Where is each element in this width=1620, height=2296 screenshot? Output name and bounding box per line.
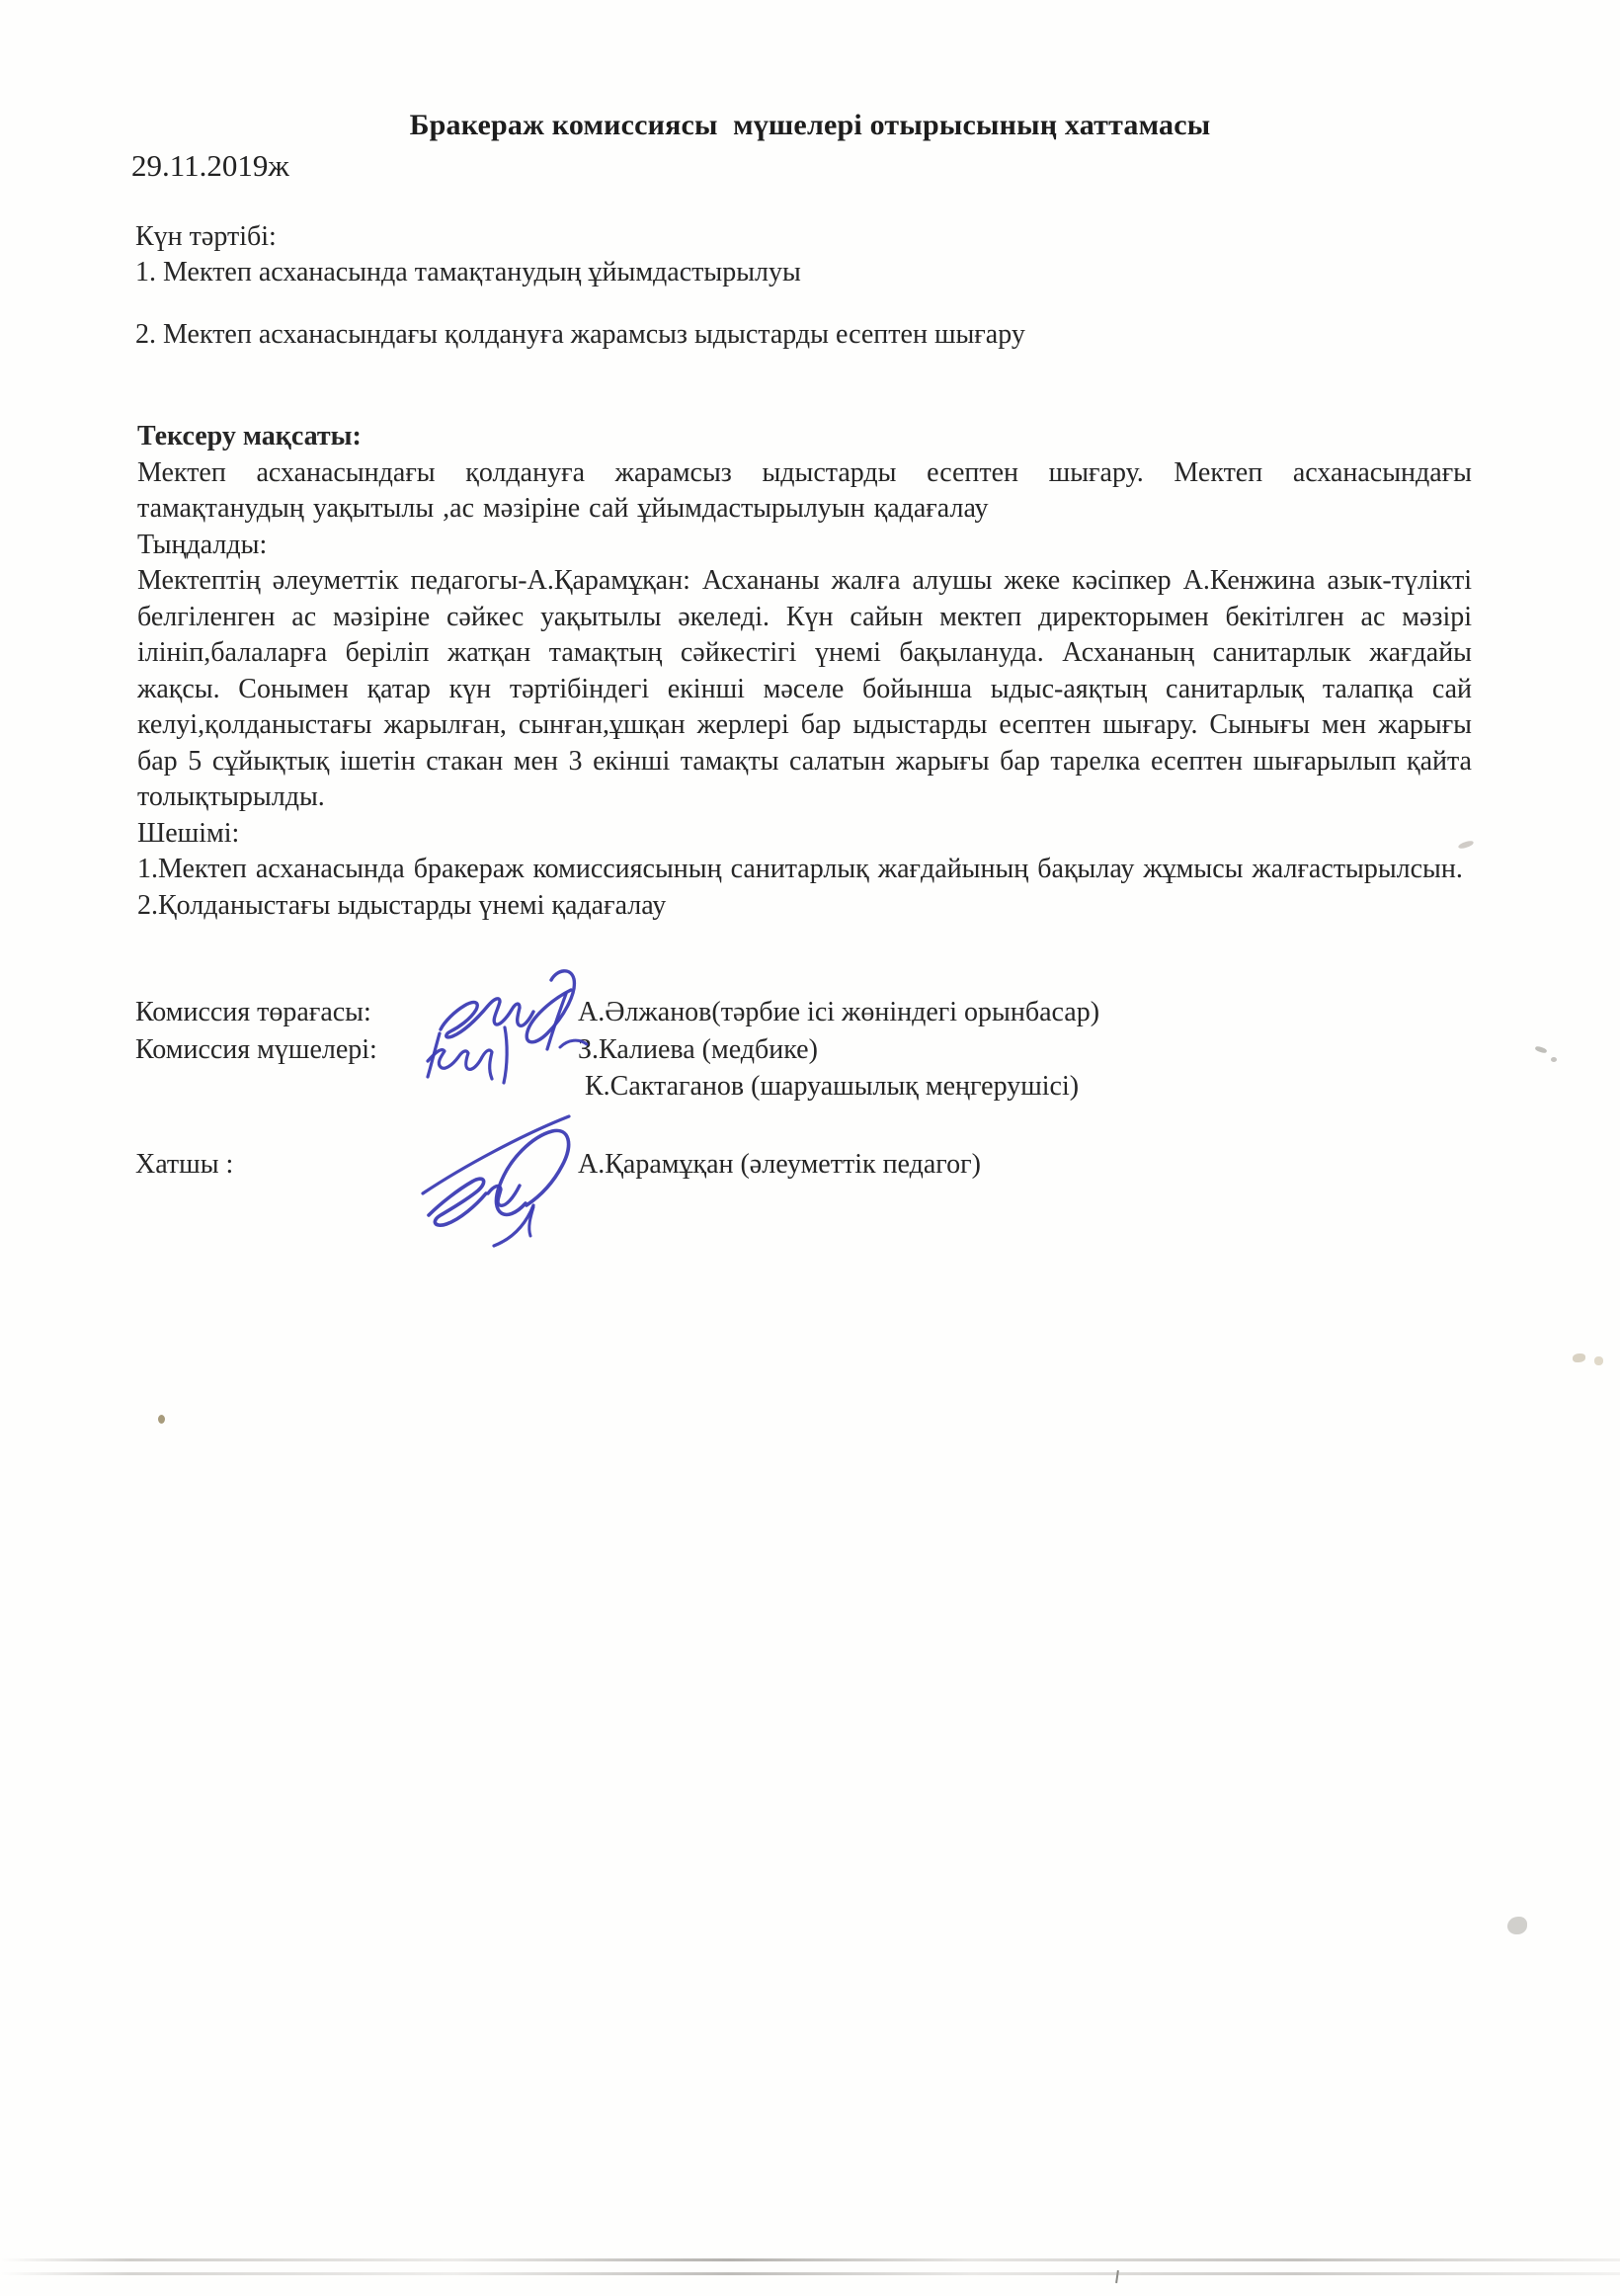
members-label: Комиссия мүшелері: [135,1033,377,1065]
scan-speck [1594,1356,1603,1365]
secretary-name: А.Қарамұқан (әлеуметтік педагог) [578,1149,981,1180]
secretary-label: Хатшы : [135,1149,234,1180]
agenda-heading: Күн тәртібі: [135,221,277,252]
chair-label: Комиссия төрағасы: [135,997,371,1027]
scan-speck [1551,1057,1557,1062]
member2-name: К.Сактаганов (шаруашылық меңгерушісі) [578,1071,1080,1102]
signature-section [135,994,1518,1106]
members-signature-row [135,1031,1518,1069]
heard-heading: Тыңдалды: [137,529,268,560]
signature-secretary-ink [385,1099,583,1247]
scan-speck [1535,1045,1548,1053]
scan-speck [158,1415,165,1424]
scan-speck [1507,1917,1527,1934]
heard-paragraph: Мектептің әлеуметтік педагогы-А.Қарамұқан: Асхананы жалға алушы жеке кәсіпкер А.Кенжина азык-түлікті белгіленген ас мәзіріне сәйкес уақытылы әкеледі. Күн сайын мектеп директорымен бекітілген ас мәзірі ілініп,балаларға беріліп жатқан тамақтың сәйкестігі үнемі бақылануда. Асхананың санитарлык жағдайы жақсы. Сонымен қатар күн тәртібіндегі екінші мәселе бойынша ыдыс-аяқтың санитарлық талапқа сай келуі,қолданыстағы жарылған, сынған,ұшқан жерлері бар ыдыстарды есептен шығару. Сынығы мен жарығы бар 5 сұйықтық ішетін стакан мен 3 екінші тамақты салатын жарығы бар тарелка есептен шығарылып қайта толықтырылды. [137,565,1472,812]
scan-line [0,2272,1620,2275]
chair-name: А.Әлжанов(тәрбие ісі жөніндегі орынбасар) [578,997,1100,1027]
signature-member-ink [420,1025,603,1085]
agenda-item-1: 1. Мектеп асханасында тамақтанудың ұйымдастырылуы [135,257,801,287]
decision-item-1: 1.Мектеп асханасында бракераж комиссиясының санитарлық жағдайының бақылау жұмысы жалғастырылсын. [137,854,1463,884]
agenda-section [135,219,1472,353]
chair-signature-row [135,994,1518,1031]
document-date: 29.11.2019ж [131,148,289,183]
body-section [137,419,1472,924]
member1-name: З.Калиева (медбике) [578,1033,818,1065]
page-title: Бракераж комиссиясы мүшелері отырысының хаттамасы [409,109,1211,141]
purpose-paragraph: Мектеп асханасындағы қолдануға жарамсыз ыдыстарды есептен шығару. Мектеп асханасындағы тамақтанудың уақытылы ,ас мәзіріне сай ұйымдастырылуын қадағалау [137,456,1472,524]
secretary-row [135,1146,1518,1184]
scan-speck [1573,1353,1585,1362]
decision-item-2: 2.Қолданыстағы ыдыстарды үнемі қадағалау [137,889,667,921]
agenda-item-2: 2. Мектеп асханасындағы қолдануға жарамсыз ыдыстарды есептен шығару [135,319,1025,350]
decision-heading: Шешімі: [137,817,240,849]
scan-line [0,2258,1620,2261]
member2-row [135,1068,1518,1106]
purpose-heading: Тексеру мақсаты: [137,421,362,451]
